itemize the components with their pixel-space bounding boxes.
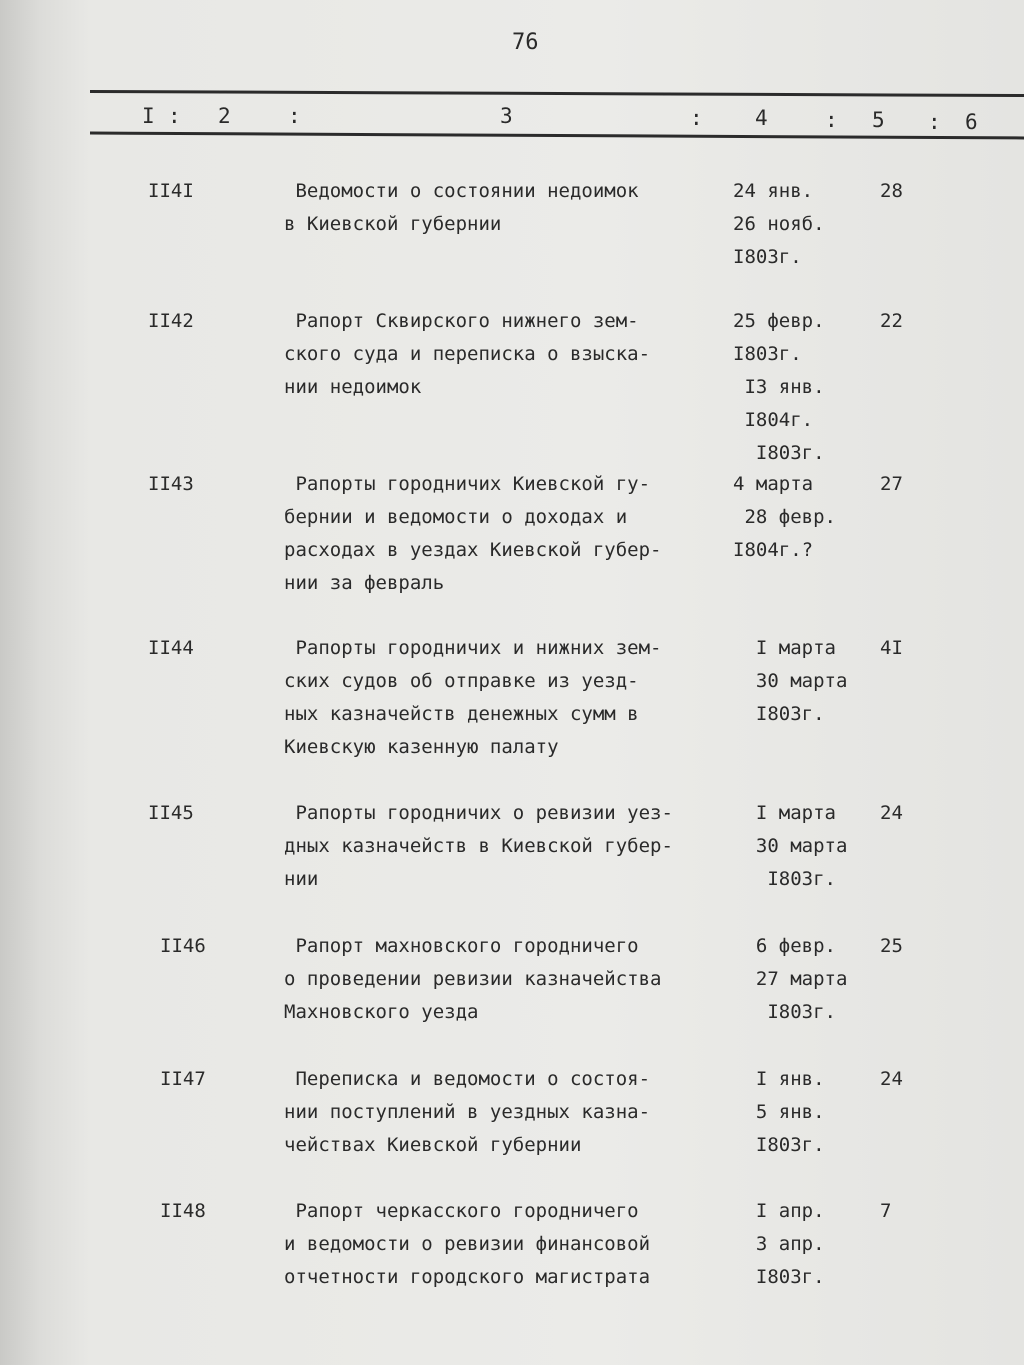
col-1: I bbox=[142, 104, 155, 128]
entry-description bbox=[284, 1063, 650, 1162]
date-line: 4 марта bbox=[733, 473, 814, 495]
page-number: 76 bbox=[512, 30, 539, 55]
description-line: Рапорт черкасского городничего bbox=[284, 1200, 639, 1222]
date-line: 5 янв. bbox=[733, 1101, 825, 1123]
header-rule-bottom bbox=[90, 132, 1024, 140]
date-line: I804г. bbox=[733, 409, 814, 431]
description-line: отчетности городского магистрата bbox=[284, 1266, 651, 1288]
date-line: 25 февр. bbox=[733, 310, 825, 332]
entry-number: II46 bbox=[160, 935, 206, 957]
col-3: 3 bbox=[500, 104, 513, 128]
sheet-count: 28 bbox=[880, 180, 903, 202]
sep: : bbox=[288, 104, 301, 128]
entry-description bbox=[284, 1195, 650, 1294]
entry-number: II45 bbox=[148, 802, 194, 824]
entry-number: II47 bbox=[160, 1068, 206, 1090]
sheet-count: 7 bbox=[880, 1200, 892, 1222]
col-2: 2 bbox=[218, 104, 231, 128]
description-line: о проведении ревизии казначейства bbox=[284, 968, 662, 990]
col-6: 6 bbox=[965, 110, 978, 134]
entry-dates bbox=[733, 797, 847, 896]
description-line: расходах в уездах Киевской губер- bbox=[284, 539, 662, 561]
description-line: Рапорты городничих и нижних зем- bbox=[284, 637, 662, 659]
col-4: 4 bbox=[755, 106, 768, 130]
entry-number: II4I bbox=[148, 180, 194, 202]
date-line: I марта bbox=[733, 637, 836, 659]
date-line: I803г. bbox=[733, 868, 836, 890]
entry-description bbox=[284, 305, 650, 404]
description-line: Рапорт Сквирского нижнего зем- bbox=[284, 310, 639, 332]
entry-dates bbox=[733, 930, 847, 1029]
col-5: 5 bbox=[872, 108, 885, 132]
entry-number: II44 bbox=[148, 637, 194, 659]
sheet-count: 24 bbox=[880, 1068, 903, 1090]
description-line: и ведомости о ревизии финансовой bbox=[284, 1233, 651, 1255]
entry-number: II43 bbox=[148, 473, 194, 495]
description-line: ских судов об отправке из уезд- bbox=[284, 670, 639, 692]
date-line: 26 нояб. bbox=[733, 213, 825, 235]
date-line: 24 янв. bbox=[733, 180, 814, 202]
sheet-count: 27 bbox=[880, 473, 903, 495]
date-line: I803г. bbox=[733, 1001, 836, 1023]
entry-description bbox=[284, 797, 673, 896]
entry-dates bbox=[733, 468, 836, 567]
sep: : bbox=[168, 104, 181, 128]
date-line: 3 апр. bbox=[733, 1233, 825, 1255]
date-line: I803г. bbox=[733, 703, 825, 725]
header-rule-top bbox=[90, 90, 1024, 97]
sheet-count: 25 bbox=[880, 935, 903, 957]
description-line: Рапорт махновского городничего bbox=[284, 935, 639, 957]
description-line: Переписка и ведомости о состоя- bbox=[284, 1068, 651, 1090]
description-line: нии за февраль bbox=[284, 572, 445, 594]
date-line: I апр. bbox=[733, 1200, 825, 1222]
entry-dates bbox=[733, 1195, 825, 1294]
date-line: 28 февр. bbox=[733, 506, 836, 528]
date-line: I3 янв. bbox=[733, 376, 825, 398]
description-line: Махновского уезда bbox=[284, 1001, 479, 1023]
entry-dates bbox=[733, 632, 847, 731]
description-line: в Киевской губернии bbox=[284, 213, 502, 235]
description-line: Рапорты городничих о ревизии уез- bbox=[284, 802, 673, 824]
sep: : bbox=[690, 106, 703, 130]
date-line: I803г. bbox=[733, 343, 802, 365]
sheet-count: 24 bbox=[880, 802, 903, 824]
description-line: бернии и ведомости о доходах и bbox=[284, 506, 628, 528]
description-line: нии bbox=[284, 868, 319, 890]
date-line: 30 марта bbox=[733, 835, 848, 857]
date-line: I803г. bbox=[733, 1134, 825, 1156]
description-line: Рапорты городничих Киевской гу- bbox=[284, 473, 651, 495]
sep: : bbox=[928, 110, 941, 134]
entry-description bbox=[284, 468, 662, 600]
sheet-count: 22 bbox=[880, 310, 903, 332]
description-line: дных казначейств в Киевской губер- bbox=[284, 835, 673, 857]
date-line: 27 марта bbox=[733, 968, 848, 990]
date-line: 30 марта bbox=[733, 670, 848, 692]
sep: : bbox=[825, 108, 838, 132]
description-line: Киевскую казенную палату bbox=[284, 736, 559, 758]
sheet-count: 4I bbox=[880, 637, 903, 659]
entry-dates bbox=[733, 1063, 825, 1162]
description-line: Ведомости о состоянии недоимок bbox=[284, 180, 639, 202]
date-line: I803г. bbox=[733, 442, 825, 464]
entry-dates bbox=[733, 305, 825, 470]
date-line: I марта bbox=[733, 802, 836, 824]
entry-dates bbox=[733, 175, 825, 274]
entry-description bbox=[284, 175, 639, 241]
date-line: I803г. bbox=[733, 246, 802, 268]
description-line: ных казначейств денежных сумм в bbox=[284, 703, 639, 725]
description-line: ского суда и переписка о взыска- bbox=[284, 343, 651, 365]
date-line: I янв. bbox=[733, 1068, 825, 1090]
date-line: I803г. bbox=[733, 1266, 825, 1288]
description-line: нии поступлений в уездных казна- bbox=[284, 1101, 651, 1123]
entry-description bbox=[284, 632, 662, 764]
entry-number: II48 bbox=[160, 1200, 206, 1222]
description-line: нии недоимок bbox=[284, 376, 422, 398]
date-line: I804г.? bbox=[733, 539, 814, 561]
description-line: чействах Киевской губернии bbox=[284, 1134, 582, 1156]
entry-description bbox=[284, 930, 662, 1029]
date-line: 6 февр. bbox=[733, 935, 836, 957]
entry-number: II42 bbox=[148, 310, 194, 332]
